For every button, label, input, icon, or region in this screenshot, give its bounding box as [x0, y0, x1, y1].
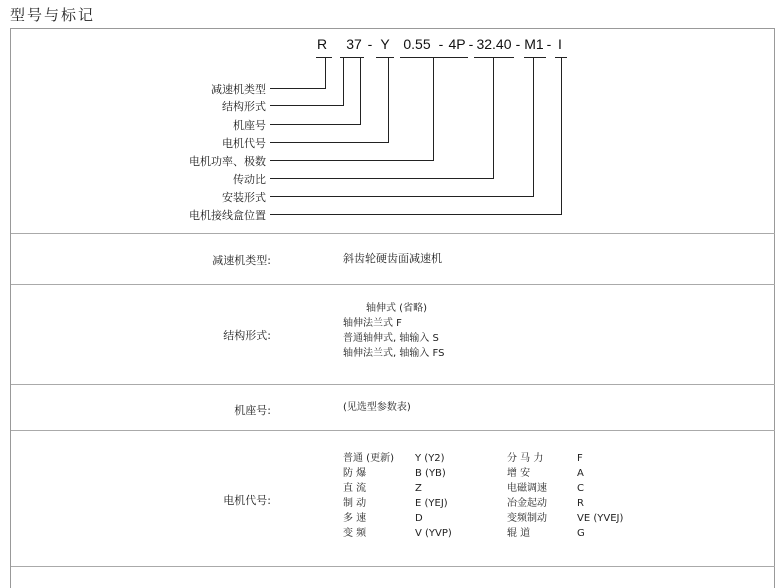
section-divider [11, 430, 775, 431]
leader-line [270, 196, 534, 197]
connector-line [360, 57, 361, 125]
code-char: 32.40 [476, 36, 512, 52]
leader-line [270, 88, 326, 89]
code-char: - [367, 36, 373, 52]
code-char: - [468, 36, 474, 52]
table-row [343, 451, 452, 466]
code-char: - [515, 36, 521, 52]
table-row [507, 496, 623, 511]
section-label-frame: 机座号: [234, 404, 271, 417]
table-row [343, 511, 452, 526]
leader-line [270, 142, 389, 143]
motor-type-code: V (YVP) [415, 528, 452, 539]
section-divider [11, 233, 775, 234]
legend-structure: 结构形式 [222, 100, 266, 113]
motor-type-code: Y (Y2) [415, 453, 445, 464]
motor-type-code: B (YB) [415, 468, 446, 479]
legend-motor-code: 电机代号 [222, 137, 266, 150]
table-row [507, 511, 623, 526]
motor-type-name: 直 流 [343, 483, 367, 494]
code-underline [524, 57, 546, 58]
motor-type-code: VE (YVEJ) [577, 513, 624, 524]
connector-line [533, 57, 534, 197]
connector-line [433, 57, 434, 161]
motor-type-name: 增 安 [507, 468, 531, 479]
table-row [507, 481, 623, 496]
table-row [343, 481, 452, 496]
code-char: 4P [448, 36, 466, 52]
leader-line [270, 160, 434, 161]
code-char: 0.55 [403, 36, 431, 52]
motor-type-name: 防 爆 [343, 468, 367, 479]
section-divider [11, 384, 775, 385]
connector-line [561, 57, 562, 215]
motor-code-table-left [343, 451, 452, 541]
legend-ratio: 传动比 [233, 173, 266, 186]
motor-type-code: A [577, 468, 584, 479]
structure-line: 普通轴伸式, 轴输入 S [343, 333, 439, 344]
connector-line [343, 57, 344, 106]
section-divider [11, 566, 775, 567]
table-row [507, 526, 623, 541]
code-char: Y [380, 36, 390, 52]
motor-type-code: G [577, 528, 585, 539]
motor-type-code: F [577, 453, 583, 464]
connector-line [325, 57, 326, 89]
motor-code-table-right [507, 451, 623, 541]
code-underline [376, 57, 394, 58]
section-value-type: 斜齿轮硬齿面减速机 [343, 252, 442, 265]
table-row [343, 466, 452, 481]
code-char: - [546, 36, 552, 52]
motor-type-name: 电磁调速 [507, 483, 547, 494]
section-label-motor: 电机代号: [223, 494, 271, 507]
structure-line: 轴伸式 (省略) [366, 303, 427, 314]
code-underline [316, 57, 332, 58]
section-label-structure: 结构形式: [223, 329, 271, 342]
page-title: 型号与标记 [10, 6, 96, 24]
section-divider [11, 284, 775, 285]
code-char: R [316, 36, 328, 52]
connector-line [493, 57, 494, 179]
structure-line: 轴伸法兰式 F [343, 318, 402, 329]
code-char: - [438, 36, 444, 52]
motor-type-name: 辊 道 [507, 528, 531, 539]
legend-reducer-type: 减速机类型 [211, 83, 266, 96]
motor-type-code: C [577, 483, 584, 494]
section-value-frame: (见选型参数表) [343, 402, 411, 413]
motor-type-code: E (YEJ) [415, 498, 448, 509]
motor-type-code: Z [415, 483, 422, 494]
leader-line [270, 105, 344, 106]
motor-type-code: D [415, 513, 423, 524]
section-label-type: 减速机类型: [212, 254, 271, 267]
table-row [507, 466, 623, 481]
leader-line [270, 214, 562, 215]
motor-type-name: 变频制动 [507, 513, 547, 524]
code-underline [474, 57, 514, 58]
motor-type-name: 多 速 [343, 513, 367, 524]
legend-mounting: 安装形式 [222, 191, 266, 204]
table-row [507, 451, 623, 466]
motor-type-name: 普通 (更新) [343, 453, 394, 464]
motor-type-name: 制 动 [343, 498, 367, 509]
code-char: M1 [524, 36, 544, 52]
connector-line [388, 57, 389, 143]
legend-terminal-box: 电机接线盒位置 [189, 209, 266, 222]
code-char: 37 [346, 36, 362, 52]
motor-type-name: 冶金起动 [507, 498, 547, 509]
leader-line [270, 124, 361, 125]
structure-line: 轴伸法兰式, 轴输入 FS [343, 348, 445, 359]
code-underline [400, 57, 468, 58]
legend-motor-power: 电机功率、极数 [189, 155, 266, 168]
code-char: I [558, 36, 562, 52]
motor-type-name: 变 频 [343, 528, 367, 539]
leader-line [270, 178, 494, 179]
motor-type-name: 分 马 力 [507, 453, 544, 464]
table-row [343, 526, 452, 541]
table-row [343, 496, 452, 511]
motor-type-code: R [577, 498, 584, 509]
legend-frame-size: 机座号 [233, 119, 266, 132]
